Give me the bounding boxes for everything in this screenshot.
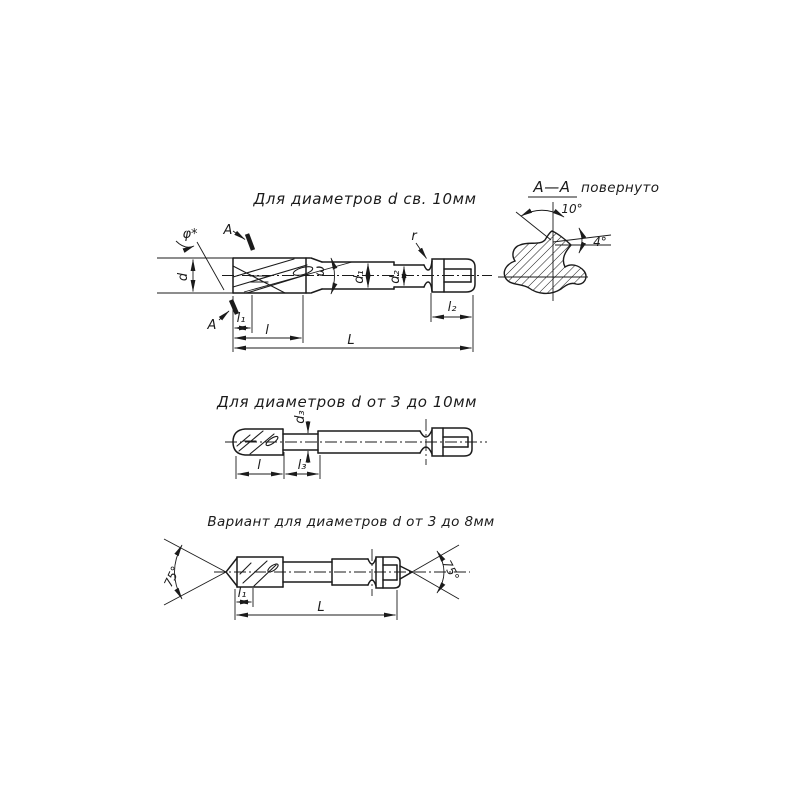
section-title-suffix: повернуто: [581, 180, 660, 196]
tap-cross-section: [504, 231, 586, 293]
dim-d: d: [176, 272, 191, 282]
section-letter-top: A: [223, 223, 233, 238]
phi-label: φ*: [182, 227, 198, 242]
dim-omega: ω: [313, 265, 328, 277]
section-view: [498, 178, 659, 301]
tap-flutes-bottom: [240, 561, 279, 586]
angle-right-label: 75°: [439, 557, 463, 584]
rake-angle-label: 10°: [561, 202, 583, 216]
relief-angle-label: 4°: [593, 235, 607, 249]
dim-l1-bottom: l₁: [237, 586, 247, 601]
dim-d3: d₃: [293, 410, 308, 424]
drawing-top: [157, 190, 492, 352]
dim-d2: d₂: [388, 270, 403, 284]
dim-l-middle: l: [257, 458, 261, 473]
square-end-bottom: [376, 557, 400, 588]
dim-L-bottom: L: [317, 600, 325, 615]
dim-l: l: [265, 323, 269, 338]
tap-flutes-middle: [237, 431, 279, 454]
dim-d1: d₁: [352, 270, 367, 284]
dim-L: L: [347, 333, 355, 348]
section-title: А—А: [533, 178, 571, 196]
radius-callout: [411, 229, 426, 259]
bottom-title: Вариант для диаметров d от 3 до 8мм: [207, 514, 495, 530]
dim-l1: l₁: [236, 311, 246, 326]
drawing-bottom: [161, 514, 494, 620]
dim-l2: l₂: [447, 300, 457, 315]
top-title: Для диаметров d св. 10мм: [253, 190, 477, 208]
section-mark-a: [207, 223, 253, 333]
section-letter-bottom: A: [207, 318, 217, 333]
dim-l3: l₃: [297, 458, 307, 473]
drawing-middle: [216, 393, 487, 479]
middle-title: Для диаметров d от 3 до 10мм: [216, 393, 478, 411]
dim-r: r: [411, 229, 417, 244]
angle-left-label: 75°: [161, 563, 183, 590]
